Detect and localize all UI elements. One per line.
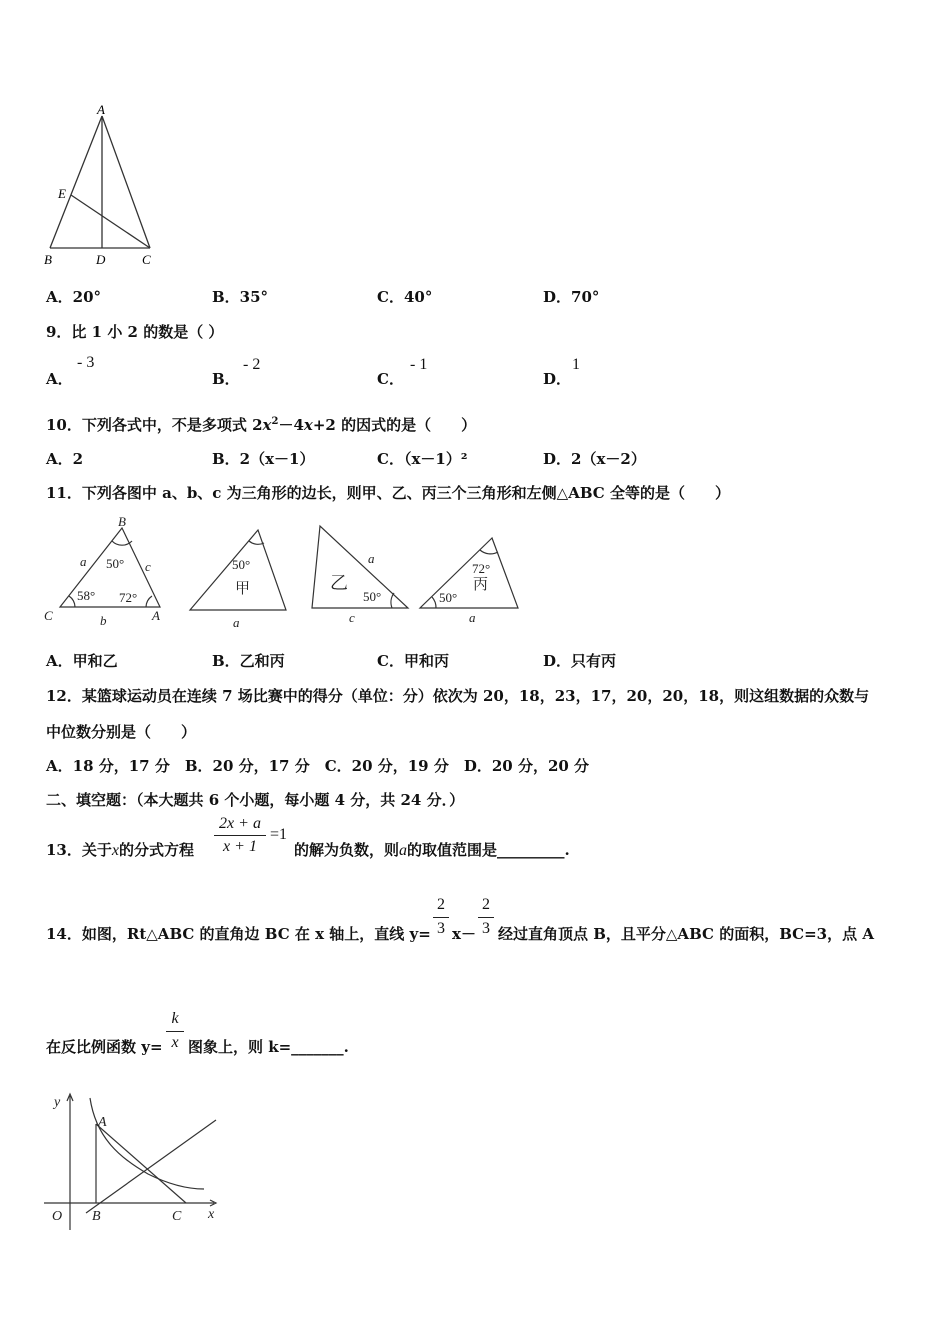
- q14-fraction2: [478, 896, 494, 938]
- q14-label-y: y: [54, 1095, 61, 1110]
- q9-stem: 9．比 1 小 2 的数是（ ）: [46, 323, 224, 341]
- hyperbola-curve: [90, 1098, 204, 1189]
- q11-yi-side-a: a: [368, 551, 375, 566]
- q14-k-fraction: [166, 1010, 184, 1052]
- q10-option-d: D．2（x－2）: [543, 450, 646, 468]
- q11-main-label-b: B: [118, 514, 126, 529]
- q11-main-side-c: c: [145, 559, 151, 574]
- q9-option-a-label: A．: [46, 370, 73, 388]
- line-through-b: [86, 1120, 216, 1213]
- q13-equals-one: =1: [270, 826, 288, 843]
- q11-main-angle-a: 72°: [119, 590, 138, 605]
- q12-stem-line1: 12．某篮球运动员在连续 7 场比赛中的得分（单位：分）依次为 20，18，23，17，20，20，18，则这组数据的众数与: [46, 687, 870, 705]
- q14-post: 经过直角顶点 B，且平分△ABC 的面积，BC=3，点 A: [498, 925, 874, 943]
- q8-option-b: B．35°: [212, 288, 269, 306]
- q11-option-b: B．乙和丙: [212, 652, 285, 670]
- q11-yi-side-c: c: [349, 610, 355, 625]
- q13-pre: 13．关于: [46, 841, 112, 859]
- q8-label-d: D: [96, 252, 106, 267]
- q11-bing-angle-72-arc: [480, 550, 498, 554]
- q11-main-label-a: A: [152, 608, 160, 623]
- q9-option-c-label: C．: [377, 370, 404, 388]
- q13-post1: 的解为负数，则: [294, 841, 400, 859]
- q10-stem-x2: x: [303, 416, 313, 434]
- q11-bing-name: 丙: [473, 577, 489, 593]
- q13-var-a: a: [399, 842, 408, 859]
- q11-bing-angle-72: 72°: [472, 561, 491, 576]
- q14-k-num: k: [171, 1010, 179, 1027]
- q10-option-c: C．（x－1）²: [377, 450, 468, 468]
- q11-main-angle-c: 58°: [77, 588, 96, 603]
- q11-option-d: D．只有丙: [543, 652, 617, 670]
- q8-triangle-figure: [38, 102, 168, 270]
- q14-fraction1: [433, 896, 449, 938]
- q14-k-den: x: [166, 1031, 184, 1052]
- q14-fraction2-den: 3: [478, 917, 494, 938]
- q11-option-a: A．甲和乙: [46, 652, 118, 670]
- q10-option-a: A．2: [46, 450, 84, 468]
- q9-option-a-value: - 3: [77, 354, 95, 371]
- q11-main-angle-c-arc: [69, 596, 75, 607]
- q9-option-b-label: B．: [212, 370, 240, 388]
- q11-bing-angle-50: 50°: [439, 590, 458, 605]
- q14-line2-pre: 在反比例函数 y=: [46, 1038, 163, 1056]
- q11-option-c: C．甲和丙: [377, 652, 449, 670]
- section2-heading: 二、填空题：（本大题共 6 个小题，每小题 4 分，共 24 分．）: [46, 791, 465, 809]
- q8-option-a: A．20°: [46, 288, 102, 306]
- q8-side-ab: [50, 116, 102, 248]
- q11-bing-angle-50-arc: [432, 597, 436, 608]
- q10-stem-mid: －4: [278, 416, 304, 434]
- q11-main-side-b: b: [100, 613, 107, 628]
- segment-ac: [96, 1124, 186, 1203]
- q11-main-side-a: a: [80, 554, 87, 569]
- q8-option-d: D．70°: [543, 288, 600, 306]
- q11-stem: 11．下列各图中 a、b、c 为三角形的边长，则甲、乙、丙三个三角形和左侧△ABC 全等的是（ ）: [46, 484, 730, 502]
- q10-stem: [46, 414, 476, 435]
- q11-triangle-figures: [40, 512, 530, 632]
- q11-jia-side: a: [233, 615, 240, 630]
- q11-main-label-c: C: [44, 608, 53, 623]
- q14-fraction2-num: 2: [482, 896, 490, 913]
- q14-label-c: C: [172, 1209, 182, 1224]
- q8-label-b: B: [44, 252, 52, 267]
- q13-post: [294, 839, 570, 860]
- q9-option-c-value: - 1: [410, 356, 428, 373]
- q12-stem-line2: 中位数分别是（ ）: [46, 723, 197, 741]
- q13-fraction: [214, 815, 266, 856]
- q14-fraction1-den: 3: [433, 917, 449, 938]
- q10-option-b: B．2（x－1）: [212, 450, 315, 468]
- q13-fraction-den: x + 1: [214, 835, 266, 856]
- q10-stem-pre: 10．下列各式中，不是多项式 2: [46, 416, 263, 434]
- q13-line: [46, 839, 194, 860]
- q10-stem-post: +2 的因式的是（ ）: [312, 416, 477, 434]
- q14-pre: 14．如图，Rt△ABC 的直角边 BC 在 x 轴上，直线 y=: [46, 925, 431, 943]
- q11-bing-side: a: [469, 610, 476, 625]
- q14-fraction1-num: 2: [437, 896, 445, 913]
- q10-stem-sup: 2: [271, 416, 279, 427]
- q13-post2: 的取值范围是_________.: [407, 841, 570, 859]
- q13-var-x: x: [111, 842, 119, 859]
- q14-label-x: x: [208, 1207, 215, 1222]
- q9-option-b-value: - 2: [243, 356, 261, 373]
- q10-stem-x1: x: [262, 416, 272, 434]
- q9-option-d-value: 1: [572, 356, 580, 373]
- q14-label-o: O: [52, 1209, 63, 1224]
- q8-option-c: C．40°: [377, 288, 433, 306]
- q14-line2-post: 图象上，则 k=_______.: [188, 1038, 349, 1056]
- q11-main-angle-a-arc: [146, 596, 152, 607]
- q11-jia-name: 甲: [235, 581, 251, 597]
- q8-label-c: C: [142, 252, 151, 267]
- q13-fraction-num: 2x + a: [219, 815, 261, 832]
- q8-segment-ce: [71, 195, 150, 248]
- q11-bing-triangle: [420, 538, 518, 608]
- q11-main-angle-b: 50°: [106, 556, 125, 571]
- q11-jia-angle: 50°: [232, 557, 251, 572]
- q11-yi-name: 乙: [330, 573, 348, 593]
- q14-mid: x－: [452, 925, 476, 943]
- q9-option-d-label: D．: [543, 370, 572, 388]
- q8-label-a: A: [97, 102, 105, 117]
- q12-options: A．18 分，17 分 B．20 分，17 分 C．20 分，19 分 D．20 分，20 分: [46, 757, 590, 775]
- q14-graph-figure: [40, 1088, 230, 1234]
- q11-yi-angle: 50°: [363, 589, 382, 604]
- q11-yi-triangle: [312, 526, 408, 608]
- q8-label-e: E: [58, 186, 66, 201]
- q8-side-ac: [102, 116, 150, 248]
- q13-mid: 的分式方程: [118, 841, 194, 859]
- q14-label-a: A: [98, 1115, 107, 1130]
- q14-label-b: B: [92, 1209, 101, 1224]
